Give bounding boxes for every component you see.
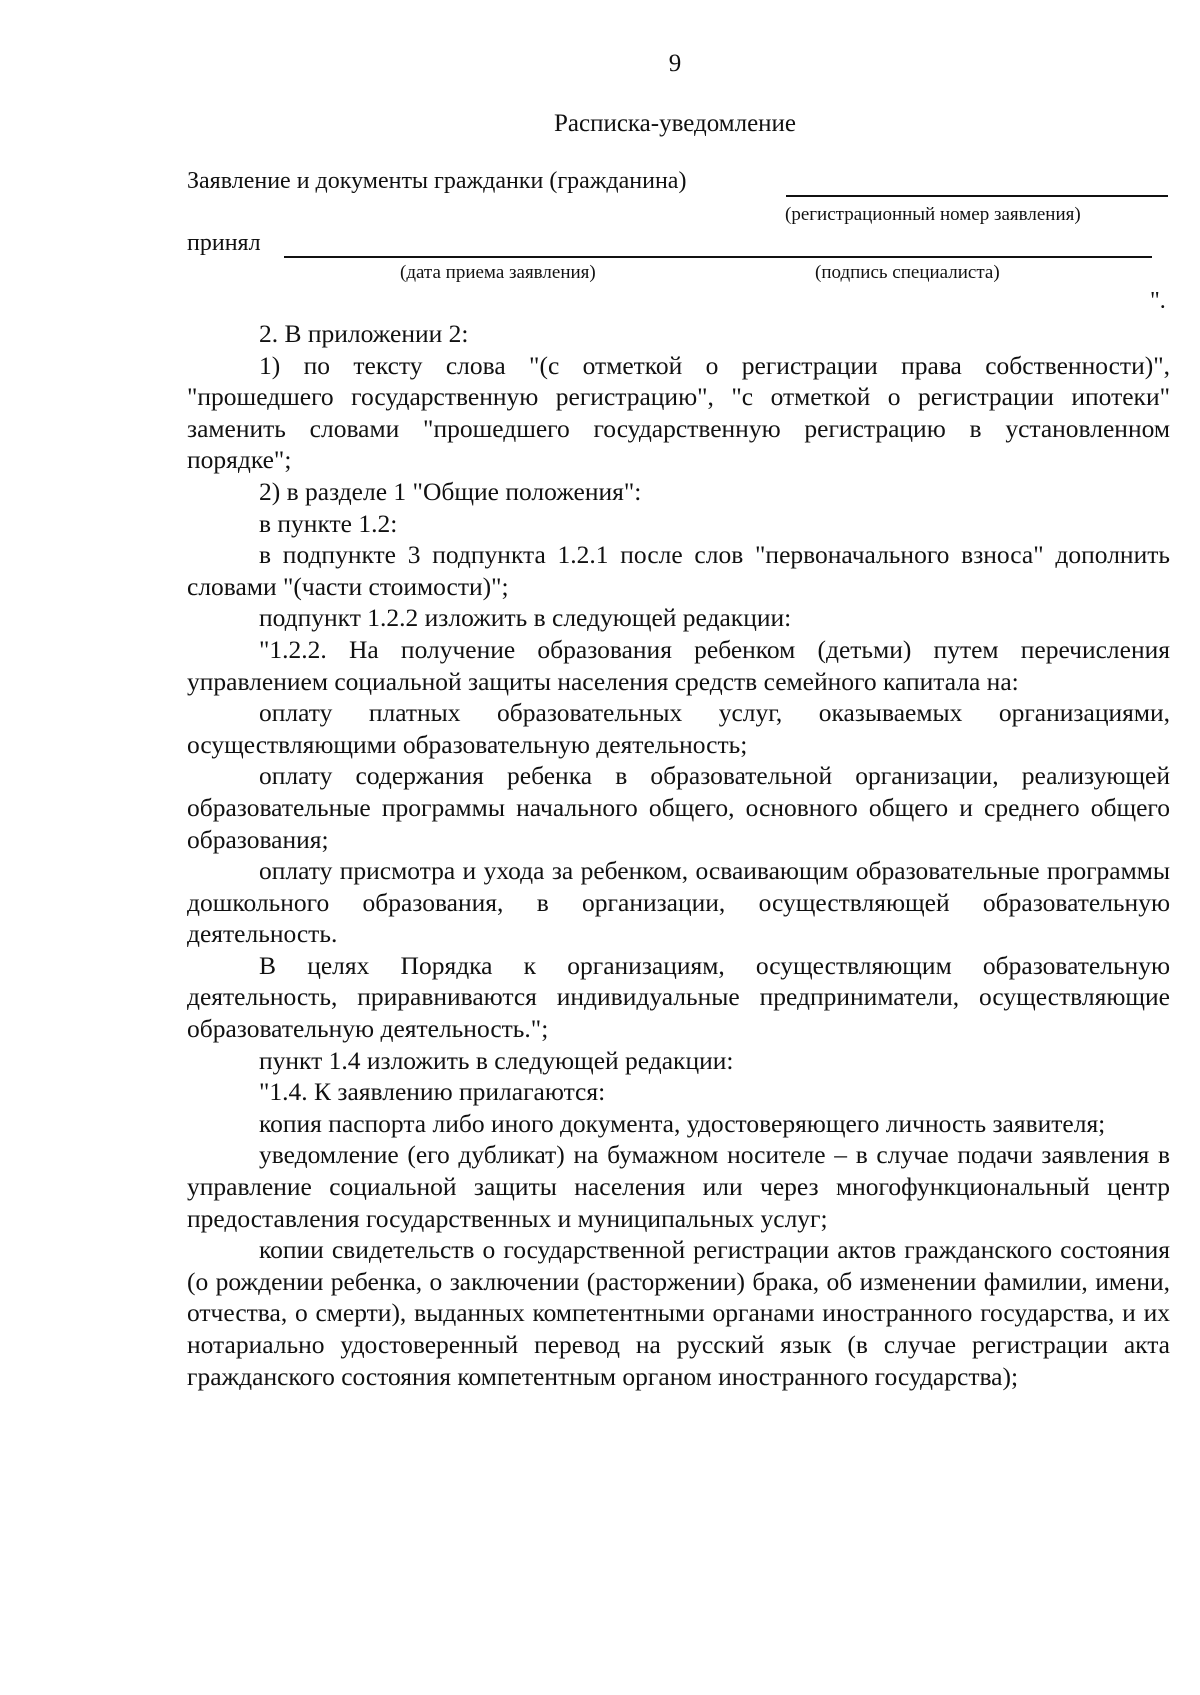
paragraph: 2) в разделе 1 "Общие положения": (259, 476, 642, 506)
paragraph: оплату присмотра и ухода за ребенком, осваивающим образовательные программы дошкольного образования, в организации, осуществляющей образовательную деятельность. (187, 856, 1170, 949)
paragraph: В целях Порядка к организациям, осуществляющим образовательную деятельность, приравниваются индивидуальные предприниматели, осуществляющие образовательную деятельность."; (187, 950, 1170, 1044)
paragraph: 2. В приложении 2: (259, 319, 469, 348)
paragraph: пункт 1.4 изложить в следующей редакции: (259, 1045, 734, 1075)
signature-caption: (подпись специалиста) (815, 262, 1000, 283)
paragraph: подпункт 1.2.2 изложить в следующей редакции: (259, 603, 792, 633)
form-line-accepted: принял (187, 230, 261, 256)
paragraph: копия паспорта либо иного документа, удостоверяющего личность заявителя; (259, 1108, 1106, 1138)
paragraph: оплату платных образовательных услуг, оказываемых организациями, осуществляющими образовательную деятельность; (187, 698, 1170, 759)
paragraph: "1.2.2. На получение образования ребенком (детьми) путем перечисления управлением социальной защиты населения средств семейного капитала на: (187, 634, 1170, 696)
document-body (187, 318, 1170, 1392)
page-number: 9 (668, 50, 682, 77)
paragraph: 1) по тексту слова "(с отметкой о регистрации права собственности)", "прошедшего государственную регистрацию", "с отметкой о регистрации ипотеки" заменить словами "прошедшего государственную регистрацию в установленном порядке"; (187, 350, 1170, 475)
paragraph: в подпункте 3 подпункта 1.2.1 после слов "первоначального взноса" дополнить словами "(части стоимости)"; (187, 540, 1170, 601)
form-line-applicant: Заявление и документы гражданки (гражданина) (187, 168, 687, 194)
date-signature-blank (284, 256, 1152, 258)
form-title: Расписка-уведомление (553, 110, 797, 137)
registration-number-caption: (регистрационный номер заявления) (785, 204, 1081, 225)
registration-number-blank (786, 195, 1168, 197)
closing-quote: ". (1150, 288, 1166, 314)
paragraph: оплату содержания ребенка в образовательной организации, реализующей образовательные программы начального общего, основного общего и среднего общего образования; (187, 761, 1170, 854)
paragraph: уведомление (его дубликат) на бумажном носителе – в случае подачи заявления в управление социальной защиты населения или через многофункциональный центр предоставления государственных и муниципальных услуг; (187, 1140, 1170, 1233)
paragraph: в пункте 1.2: (259, 508, 398, 538)
date-caption: (дата приема заявления) (400, 262, 596, 283)
paragraph: копии свидетельств о государственной регистрации актов гражданского состояния (о рождении ребенка, о заключении (расторжении) брака, об изменении фамилии, имени, отчества, о смерти), выданных компетентными органами иностранного государства, и их нотариально удостоверенный перевод на русский язык (в случае регистрации акта гражданского состояния компетентным органом иностранного государства); (187, 1235, 1170, 1391)
paragraph: "1.4. К заявлению прилагаются: (259, 1077, 606, 1107)
